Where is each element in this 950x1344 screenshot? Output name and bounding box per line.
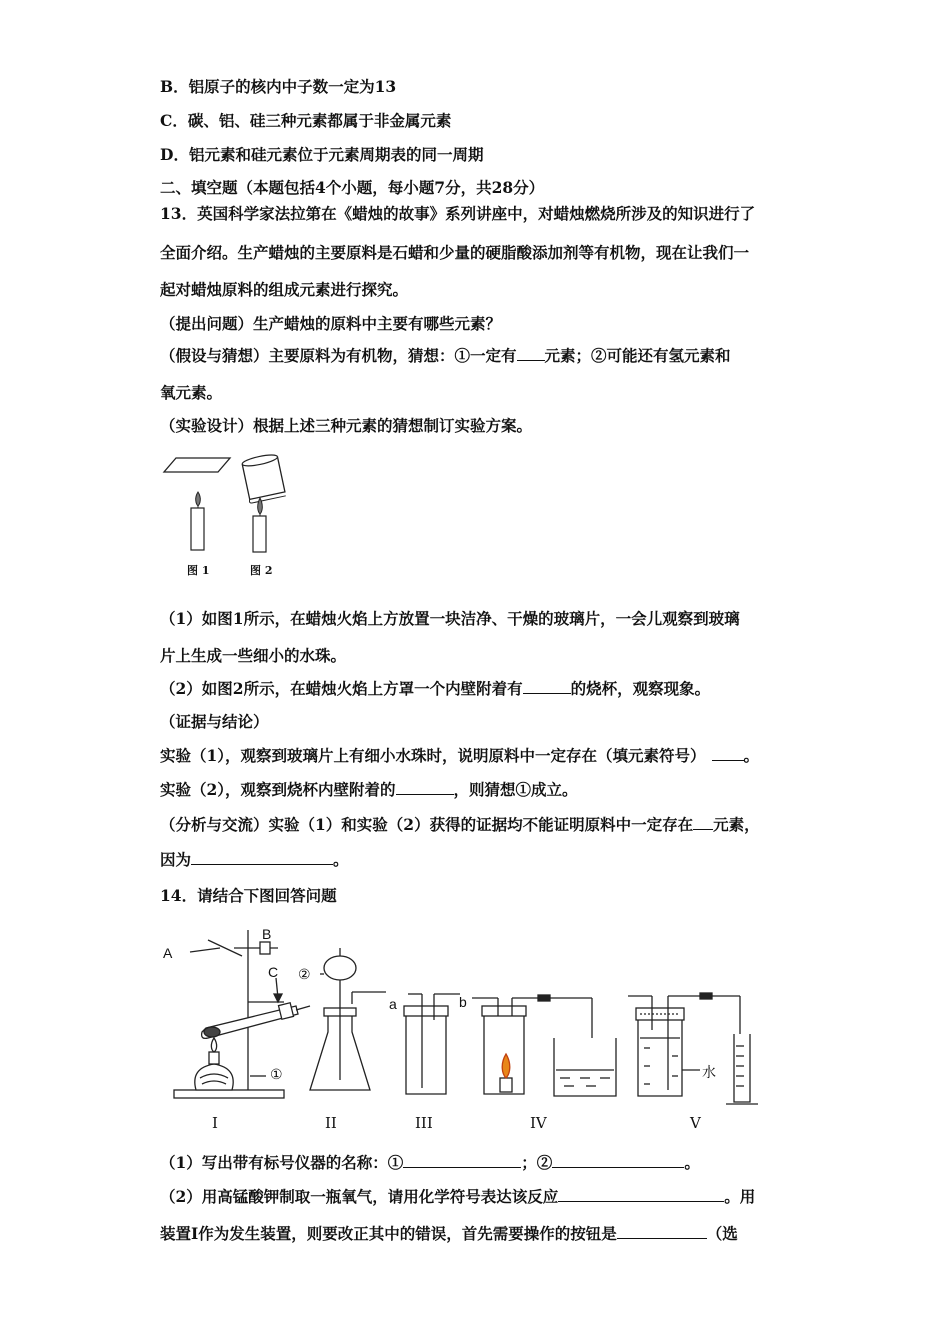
reason-text-b: 。 xyxy=(333,850,349,869)
apparatus-label-2: II xyxy=(325,1114,337,1132)
section-header: 二、填空题（本题包括4个小题，每小题7分，共28分） xyxy=(160,178,545,197)
q14-part1-text-b: ；② xyxy=(521,1153,553,1172)
evidence-heading: （证据与结论） xyxy=(160,712,269,731)
q14-part2-text-d: （选 xyxy=(706,1224,738,1243)
result2-text-b: ，则猜想①成立。 xyxy=(453,780,578,799)
result1-line xyxy=(160,746,759,766)
hypothesis-text-a: （假设与猜想）主要原料为有机物，猜想：①一定有 xyxy=(160,346,517,365)
answer-blank-instrument-1[interactable] xyxy=(403,1153,521,1168)
option-b: B．铝原子的核内中子数一定为13 xyxy=(160,77,397,96)
answer-blank-symbol[interactable] xyxy=(712,746,744,761)
analysis-line xyxy=(160,815,760,835)
q14-part1-text-a: （1）写出带有标号仪器的名称：① xyxy=(160,1153,404,1172)
fig2-caption: 图 2 xyxy=(250,564,273,577)
answer-blank-reason[interactable] xyxy=(191,850,333,865)
answer-blank-observation[interactable] xyxy=(396,780,454,795)
q13-question: （提出问题）生产蜡烛的原料中主要有哪些元素？ xyxy=(160,314,502,333)
answer-blank-instrument-2[interactable] xyxy=(552,1153,684,1168)
label-water: 水 xyxy=(702,1064,716,1080)
result2-text-a: 实验（2），观察到烧杯内壁附着的 xyxy=(160,780,396,799)
answer-blank-knob[interactable] xyxy=(617,1224,707,1239)
q13-intro-1: 13．英国科学家法拉第在《蜡烛的故事》系列讲座中，对蜡烛燃烧所涉及的知识进行了 xyxy=(160,204,756,223)
fig1-caption: 图 1 xyxy=(187,564,210,577)
reason-text-a: 因为 xyxy=(160,850,192,869)
hypothesis-text-b: 元素；②可能还有氢元素和 xyxy=(544,346,731,365)
q14-part2-text-c: 装置Ⅰ作为发生装置，则要改正其中的错误，首先需要操作的按钮是 xyxy=(160,1224,617,1243)
label-c-upper: C xyxy=(268,964,279,980)
q14-part2-line1 xyxy=(160,1187,755,1207)
q13-intro-2: 全面介绍。生产蜡烛的主要原料是石蜡和少量的硬脂酸添加剂等有机物，现在让我们一 xyxy=(160,243,750,262)
exp1-line-1: （1）如图1所示，在蜡烛火焰上方放置一块洁净、干燥的玻璃片，一会儿观察到玻璃 xyxy=(160,609,740,628)
q13-hypothesis xyxy=(160,346,731,366)
apparatus-label-3: III xyxy=(415,1114,433,1132)
q14-part2-line2 xyxy=(160,1224,738,1244)
apparatus-label-5: V xyxy=(690,1114,701,1132)
q14-part1-text-c: 。 xyxy=(684,1153,700,1172)
label-a-lower: a xyxy=(389,996,397,1012)
q13-design: （实验设计）根据上述三种元素的猜想制订实验方案。 xyxy=(160,416,533,435)
candle-figure xyxy=(160,450,290,580)
apparatus-label-4: IV xyxy=(530,1114,547,1132)
answer-blank-beaker[interactable] xyxy=(523,679,571,694)
option-c: C．碳、铝、硅三种元素都属于非金属元素 xyxy=(160,111,452,130)
label-b-lower: b xyxy=(459,994,467,1010)
exp2-line xyxy=(160,679,710,699)
label-circle-1: ① xyxy=(270,1066,283,1082)
analysis-text-b: 元素， xyxy=(713,815,760,834)
answer-blank-reaction[interactable] xyxy=(558,1187,724,1202)
answer-blank-element-2[interactable] xyxy=(693,815,713,830)
analysis-text-a: （分析与交流）实验（1）和实验（2）获得的证据均不能证明原料中一定存在 xyxy=(160,815,694,834)
option-d: D．铝元素和硅元素位于元素周期表的同一周期 xyxy=(160,145,484,164)
label-a-upper: A xyxy=(163,945,173,961)
q14-title: 14．请结合下图回答问题 xyxy=(160,886,337,905)
label-b-upper: B xyxy=(262,926,272,942)
exp2-text-a: （2）如图2所示，在蜡烛火焰上方罩一个内壁附着有 xyxy=(160,679,523,698)
result1-text-a: 实验（1），观察到玻璃片上有细小水珠时，说明原料中一定存在（填元素符号） xyxy=(160,746,706,765)
apparatus-label-1: I xyxy=(212,1114,218,1132)
q13-hypothesis-cont: 氧元素。 xyxy=(160,383,223,402)
q14-part1 xyxy=(160,1153,700,1173)
exp1-line-2: 片上生成一些细小的水珠。 xyxy=(160,646,347,665)
result2-line xyxy=(160,780,578,800)
q13-intro-3: 起对蜡烛原料的组成元素进行探究。 xyxy=(160,280,409,299)
lab-apparatus-figure xyxy=(160,920,760,1120)
reason-line xyxy=(160,850,349,870)
label-circle-2: ② xyxy=(298,966,311,982)
q14-part2-text-b: 。用 xyxy=(724,1187,756,1206)
q14-part2-text-a: （2）用高锰酸钾制取一瓶氧气，请用化学符号表达该反应 xyxy=(160,1187,559,1206)
exp2-text-b: 的烧杯，观察现象。 xyxy=(570,679,711,698)
answer-blank-element[interactable] xyxy=(517,346,545,361)
result1-text-b: 。 xyxy=(743,746,760,765)
